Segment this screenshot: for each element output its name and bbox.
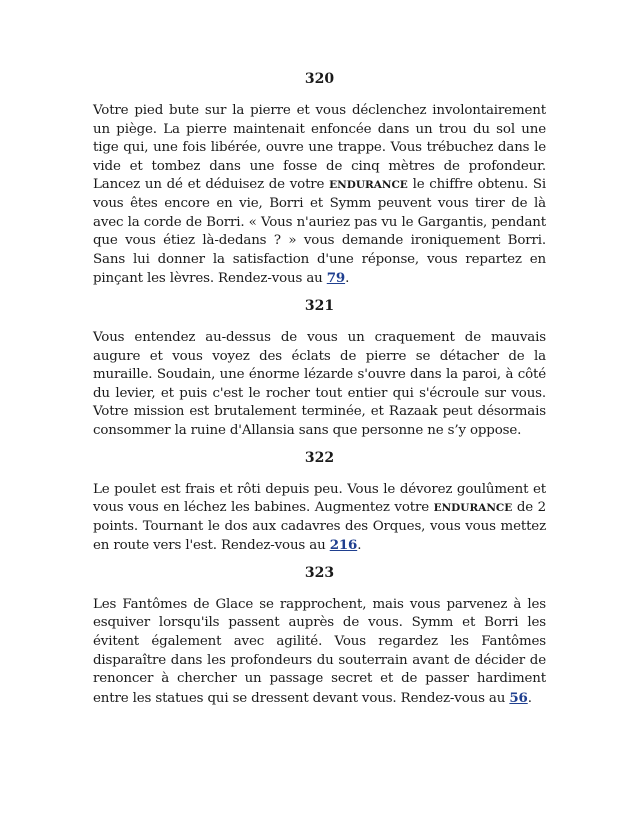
section-number: 321: [304, 297, 335, 314]
section-320: [93, 70, 546, 289]
section-link[interactable]: 56: [509, 689, 528, 706]
page-content: [93, 70, 546, 716]
stat-name: ENDURANCE: [433, 502, 513, 515]
section-323: [93, 564, 546, 709]
section-text: [93, 481, 546, 556]
section-text: [93, 596, 546, 709]
text-run: de 2 points. Tournant le dos aux cadavres des Orques, vous vous mettez en route vers l'est. Rendez-vous au: [93, 500, 547, 554]
section-text: [93, 102, 546, 289]
text-run: .: [527, 690, 532, 706]
text-run: Le poulet est frais et rôti depuis peu. Vous le dévorez goulûment et vous vous en léchez les babines. Augmentez votre: [93, 481, 546, 516]
text-run: .: [357, 538, 362, 554]
section-321: [93, 297, 546, 441]
section-number: 323: [304, 564, 335, 581]
section-link[interactable]: 79: [326, 270, 346, 287]
section-number: 322: [304, 449, 335, 466]
text-run: le chiffre obtenu. Si vous êtes encore en vie, Borri et Symm peuvent vous tirer de là avec la corde de Borri. « Vous n'auriez pas vu le Gargantis, pendant que vous étiez là-dedans ? » vous demande ironiquement Borri. Sans lui donner la satisfaction d'une réponse, vous repartez en pinçant les lèvres. Rendez-vous au: [93, 177, 546, 287]
text-run: .: [345, 271, 350, 287]
text-run: Votre pied bute sur la pierre et vous déclenchez involontairement un piège. La pierre maintenait enfoncée dans un trou du sol une tige qui, une fois libérée, ouvre une trappe. Vous trébuchez dans le vide et tombez dans une fosse de cinq mètres de profondeur. Lancez un dé et déduisez de votre: [93, 103, 546, 193]
section-link[interactable]: 216: [329, 537, 358, 554]
section-text: [93, 329, 546, 441]
text-run: Vous entendez au-dessus de vous un craquement de mauvais augure et vous voyez des éclats de pierre se détacher de la muraille. Soudain, une énorme lézarde s'ouvre dans la paroi, à côté du levier, et puis c'est le rocher tout entier qui s'écroule sur vous. Votre mission est brutalement terminée, et Razaak peut désormais consommer la ruine d'Allansia sans que personne ne s’y oppose.: [93, 329, 546, 438]
section-number: 320: [304, 71, 335, 87]
text-run: Les Fantômes de Glace se rapprochent, mais vous parvenez à les esquiver lorsqu'ils passent auprès de vous. Symm et Borri les évitent également avec agilité. Vous regardez les Fantômes disparaître dans les profondeurs du souterrain avant de décider de renoncer à chercher un passage secret et de passer hardiment entre les statues qui se dressent devant vous. Rendez-vous au: [93, 596, 546, 706]
stat-name: ENDURANCE: [329, 179, 408, 192]
section-322: [93, 449, 546, 556]
